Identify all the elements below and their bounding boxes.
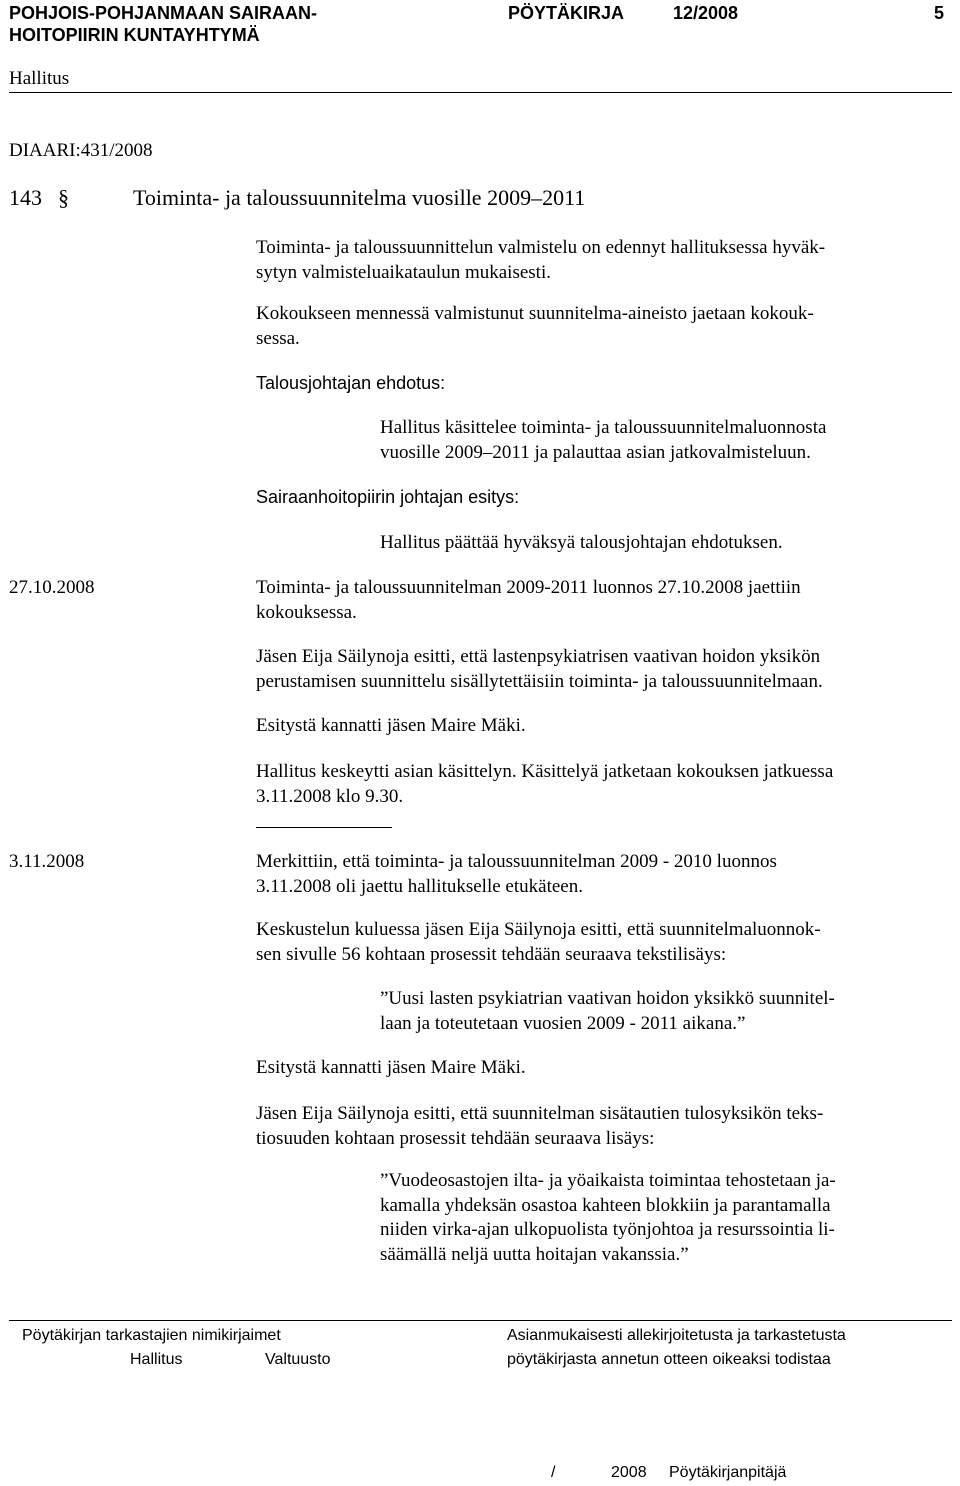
support-2: Esitystä kannatti jäsen Maire Mäki. (256, 1057, 526, 1078)
text-line: 3.11.2008 oli jaettu hallitukselle etukäteen. (256, 875, 583, 897)
section-symbol: § (58, 185, 69, 210)
director-label: Sairaanhoitopiirin johtajan esitys: (256, 487, 520, 507)
quote-2 (380, 1169, 836, 1267)
text-line: Keskustelun kuluessa jäsen Eija Säilynoja esitti, että suunnitelmaluonnok- (256, 919, 821, 940)
text-line: Hallitus käsittelee toiminta- ja taloussuunnitelmaluonnosta (380, 417, 827, 438)
date-3-11-2008: 3.11.2008 (9, 851, 85, 872)
text-line: Jäsen Eija Säilynoja esitti, että suunnitelman sisätautien tulosyksikön teks- (256, 1103, 824, 1124)
minutes-keeper: Pöytäkirjanpitäjä (669, 1464, 787, 1481)
text-line: kokouksessa. (256, 601, 357, 623)
footer-rule (9, 1320, 952, 1321)
text-line: tiosuuden kohtaan prosessit tehdään seuraava lisäys: (256, 1127, 655, 1149)
footer-year: 2008 (611, 1464, 647, 1481)
text-line: niiden virka-ajan ulkopuolista työnjohtoa ja resurssointia li- (380, 1219, 835, 1240)
text-line: Merkittiin, että toiminta- ja taloussuunnitelman 2009 - 2010 luonnos (256, 851, 777, 872)
short-separator (256, 827, 392, 828)
section-title: Toiminta- ja taloussuunnitelma vuosille 2009–2011 (133, 185, 586, 210)
cfo-label: Talousjohtajan ehdotus: (256, 373, 446, 393)
intro-paragraph (256, 236, 825, 285)
text-line: säämällä neljä uutta hoitajan vakanssia.” (380, 1243, 689, 1265)
section-number: 143 (9, 185, 42, 210)
support-1: Esitystä kannatti jäsen Maire Mäki. (256, 715, 526, 736)
text-line: ”Vuodeosastojen ilta- ja yöaikaista toimintaa tehostetaan ja- (380, 1170, 836, 1191)
text-line: Jäsen Eija Säilynoja esitti, että lastenpsykiatrisen vaativan hoidon yksikön (256, 646, 821, 667)
text-line: perustamisen suunnittelu sisällytettäisiin toiminta- ja taloussuunnitelmaan. (256, 670, 823, 692)
director-proposal: Hallitus päättää hyväksyä talousjohtajan ehdotuksen. (380, 532, 783, 553)
cfo-proposal (380, 416, 826, 465)
date2-paragraph (256, 850, 777, 899)
text-line: sen sivulle 56 kohtaan prosessit tehdään seuraava tekstilisäys: (256, 943, 727, 965)
material-paragraph (256, 302, 814, 351)
org-name-line2: HOITOPIIRIN KUNTAYHTYMÄ (9, 25, 260, 45)
initials-hallitus: Hallitus (130, 1351, 183, 1368)
text-line: laan ja toteutetaan vuosien 2009 - 2011 aikana.” (380, 1012, 746, 1034)
certification-line2: pöytäkirjasta annetun otteen oikeaksi todistaa (507, 1351, 831, 1368)
text-line: sytyn valmisteluaikataulun mukaisesti. (256, 261, 551, 283)
text-line: Hallitus keskeytti asian käsittelyn. Käsittelyä jatketaan kokouksen jatkuessa (256, 761, 834, 782)
text-line: ”Uusi lasten psykiatrian vaativan hoidon yksikkö suunnitel- (380, 988, 835, 1009)
date1-paragraph (256, 576, 801, 625)
text-line: vuosille 2009–2011 ja palauttaa asian jatkovalmisteluun. (380, 441, 811, 463)
initials-label: Pöytäkirjan tarkastajien nimikirjaimet (22, 1327, 281, 1344)
header-rule (9, 92, 952, 93)
page-number: 5 (934, 3, 945, 23)
text-line: Toiminta- ja taloussuunnitelman 2009-2011 luonnos 27.10.2008 jaettiin (256, 577, 801, 598)
diaari: DIAARI:431/2008 (9, 140, 153, 161)
initials-valtuusto: Valtuusto (265, 1351, 331, 1368)
date-slash: / (551, 1464, 556, 1481)
member-proposal-2 (256, 1102, 823, 1151)
text-line: Kokoukseen mennessä valmistunut suunnitelma-aineisto jaetaan kokouk- (256, 303, 814, 324)
body-name: Hallitus (9, 68, 70, 89)
org-name-line1: POHJOIS-POHJANMAAN SAIRAAN- (9, 3, 318, 23)
doc-number: 12/2008 (673, 3, 739, 23)
doc-type: PÖYTÄKIRJA (508, 3, 625, 23)
text-line: kamalla yhdeksän osastoa kahteen blokkiin ja parantamalla (380, 1194, 831, 1216)
discussion-paragraph (256, 918, 821, 967)
date-27-10-2008: 27.10.2008 (9, 577, 95, 598)
text-line: sessa. (256, 327, 300, 349)
certification-line1: Asianmukaisesti allekirjoitetusta ja tarkastetusta (507, 1327, 846, 1344)
text-line: 3.11.2008 klo 9.30. (256, 785, 404, 807)
member-proposal-1 (256, 645, 823, 694)
quote-1 (380, 987, 835, 1036)
interrupt-paragraph (256, 760, 833, 809)
text-line: Toiminta- ja taloussuunnittelun valmistelu on edennyt hallituksessa hyväk- (256, 237, 826, 258)
